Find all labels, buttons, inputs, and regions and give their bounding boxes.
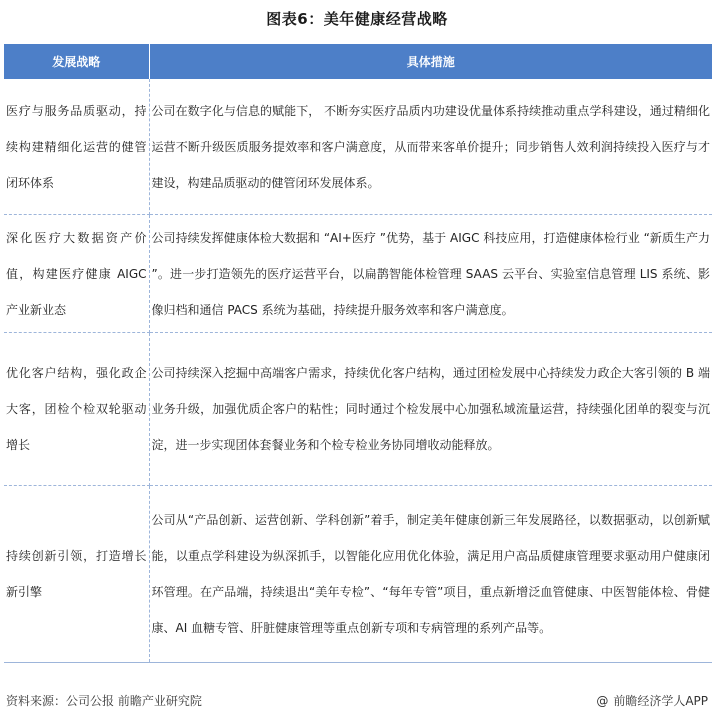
brand-name: 前瞻经济学人APP	[613, 694, 708, 708]
table-header-row	[4, 44, 712, 79]
strategy-cell: 持续创新引领，打造增长新引擎	[4, 486, 149, 663]
page-title: 图表6：美年健康经营战略	[266, 10, 448, 28]
strategy-cell: 深化医疗大数据资产价值，构建医疗健康 AIGC产业新业态	[4, 215, 149, 333]
brand-credit	[595, 692, 708, 709]
strategy-cell: 优化客户结构，强化政企大客，团检个检双轮驱动增长	[4, 333, 149, 486]
measures-cell: 公司持续深入挖掘中高端客户需求，持续优化客户结构，通过团检发展中心持续发力政企大客引领的 B 端业务升级，加强优质企客户的粘性；同时通过个检发展中心加强私域流量运营，持续强化团单的裂变与沉淀，进一步实现团体套餐业务和个检专检业务协同增收动能释放。	[149, 333, 712, 486]
header-strategy: 发展战略	[4, 44, 149, 79]
header-measures: 具体措施	[149, 44, 712, 79]
table-row	[4, 486, 712, 663]
table-row	[4, 215, 712, 333]
strategy-table	[4, 44, 712, 663]
at-icon: @	[596, 693, 609, 708]
source-note: 资料来源：公司公报 前瞻产业研究院	[6, 694, 202, 708]
measures-cell: 公司持续发挥健康体检大数据和 “AI+医疗 ”优势，基于 AIGC 科技应用，打造健康体检行业 “新质生产力 ”。进一步打造领先的医疗运营平台，以扁鹊智能体检管理 SAAS 云平台、实验室信息管理 LIS 系统、影像归档和通信 PACS 系统为基础，持续提升服务效率和客户满意度。	[149, 215, 712, 333]
table-row	[4, 333, 712, 486]
strategy-cell: 医疗与服务品质驱动，持续构建精细化运营的健管闭环体系	[4, 79, 149, 215]
measures-cell: 公司从“产品创新、运营创新、学科创新”着手，制定美年健康创新三年发展路径，以数据驱动，以创新赋能，以重点学科建设为纵深抓手，以智能化应用优化体验，满足用户高品质健康管理要求驱动用户健康闭环管理。在产品端，持续退出“美年专检”、“每年专管”项目，重点新增泛血管健康、中医智能体检、骨健康、AI 血糖专管、肝脏健康管理等重点创新专项和专病管理的系列产品等。	[149, 486, 712, 663]
measures-cell: 公司在数字化与信息的赋能下， 不断夯实医疗品质内功建设优量体系持续推动重点学科建设，通过精细化运营不断升级医质服务提效率和客户满意度，从而带来客单价提升；同步销售人效利润持续投入医疗与才建设，构建品质驱动的健管闭环发展体系。	[149, 79, 712, 215]
table-row	[4, 79, 712, 215]
